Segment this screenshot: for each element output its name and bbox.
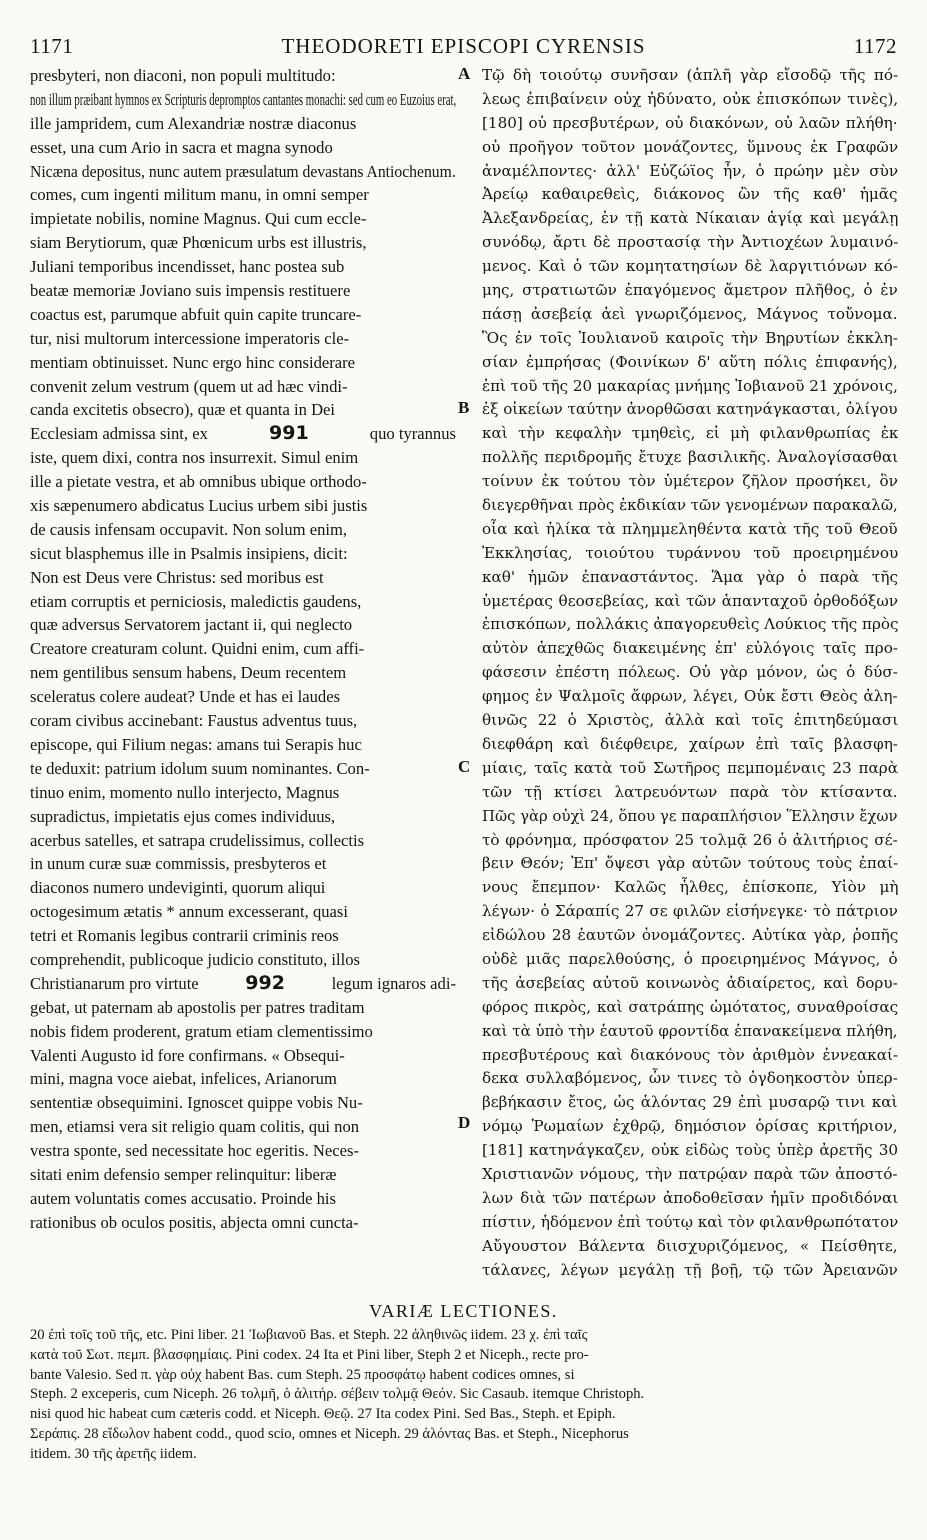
- greek-line: νόμῳ Ῥωμαίων ἐχθρῷ, δημόσιον ὁρίσας κριτήριον,: [482, 1117, 898, 1136]
- page-number-right: 1172: [853, 34, 897, 58]
- latin-line: quæ adversus Servatorem jactant ii, qui neglecto: [30, 615, 353, 635]
- latin-line: etiam corruptis et perniciosis, maledictis gaudens,: [30, 591, 362, 611]
- variant-reading-line: itidem. 30 τῆς ἀρετῆς iidem.: [30, 1445, 197, 1462]
- greek-line: συνόδῳ, ἄρτι δὲ προστασίᾳ τὴν Ἀντιοχέων λυμαινό-: [482, 233, 898, 252]
- latin-line: esset, una cum Ario in sacra et magna synodo: [30, 137, 333, 157]
- latin-line: non illum præibant hymnos ex Scripturis depromptos cantantes monachi: sed cum eo Euzoius erat,: [30, 89, 456, 109]
- greek-line: ἐπὶ τοῦ τῆς 20 μακαρίας μνήμης Ἰοβιανοῦ 21 χρόνοις,: [482, 376, 898, 395]
- latin-line: nobis fidem proderent, gratum etiam clementissimo: [30, 1021, 373, 1041]
- greek-line: Τῷ δὴ τοιούτῳ συνῆσαν (ἁπλῆ γὰρ εἴσοδῷ τῆς πό-: [482, 66, 898, 84]
- greek-line: τῶν τῇ κτίσει λατρευόντων παρὰ τὸν κτίσαντα.: [482, 782, 898, 801]
- latin-line: coactus est, parumque abfuit quin capite truncare-: [30, 304, 362, 324]
- greek-line: καθ' ἡμῶν ἐπαναστάντος. Ἅμα γὰρ ὁ παρὰ τῆς: [482, 567, 898, 586]
- latin-line-part: Ecclesiam admissa sint, ex: [30, 424, 208, 444]
- greek-line: πολλῆς περιδρομῆς ἔτυχε βασιλικῆς. Ἀναλογίσασθαι: [482, 448, 898, 467]
- latin-line: comes, cum ingenti militum manu, in omni semper: [30, 185, 369, 205]
- greek-line: μης, στρατιωτῶν ἐπαγόμενος ἄμετρον πλῆθος, ὁ ἐν: [482, 281, 898, 300]
- latin-line: coram civibus accinebant: Faustus adventus tuus,: [30, 711, 358, 731]
- greek-line: Ἐκκλησίας, τοιούτου τυράννου τοῦ προειρημένου: [482, 543, 898, 562]
- latin-line: beatæ memoriæ Joviano suis impensis restituere: [30, 281, 351, 301]
- greek-column: [482, 64, 898, 1282]
- column-number-991: 991: [269, 422, 309, 445]
- latin-line: de causis infensam occupavit. Non solum enim,: [30, 519, 348, 539]
- latin-line: in unum curæ suæ commissis, presbyteros et: [30, 854, 327, 874]
- latin-line-part: quo tyrannus: [369, 424, 456, 444]
- latin-line: comprehendit, publicoque judicio constituto, illos: [30, 949, 360, 969]
- latin-line: convenit zelum vestrum (quem ut ad hæc vindi-: [30, 376, 348, 396]
- latin-line: autem voluntatis comes accusatio. Proinde his: [30, 1188, 336, 1208]
- latin-line: sceleratus colere audeat? Unde et has ei laudes: [30, 687, 341, 707]
- variant-reading-line: Σεράπις. 28 εἴδωλον habent codd., quod scio, omnes et Niceph. 29 ἀλόντας Bas. et Steph., Nicephorus: [30, 1425, 629, 1442]
- latin-line: te deduxit: patrium idolum suum nominantes. Con-: [30, 758, 370, 778]
- greek-line: Ἀρείῳ καθαιρεθεὶς, διάκονος ὢν τῆς καθ' ἡμᾶς: [482, 185, 898, 204]
- greek-line: οἷα καὶ ἡλίκα τὰ πλημμεληθέντα κατὰ τῆς τοῦ Θεοῦ: [482, 519, 898, 538]
- greek-line: Ἀλεξανδρείας, ἐν τῇ κατὰ Νίκαιαν ἁγίᾳ καὶ μεγάλῃ: [482, 209, 898, 228]
- greek-line: διεφθάρη καὶ διέφθειρε, χαίρων ἐπὶ ταῖς βλασφη-: [482, 734, 898, 753]
- margin-marker-d: D: [458, 1113, 471, 1132]
- latin-line: Juliani temporibus incendisset, hanc postea sub: [30, 257, 345, 277]
- latin-line-part: legum ignaros adi-: [331, 973, 456, 993]
- latin-line: sicut blasphemus ille in Psalmis insipiens, dicit:: [30, 543, 348, 563]
- latin-line: gebat, ut paternam ab apostolis per patres traditam: [30, 997, 365, 1017]
- greek-line: φάσεσιν ἐπέστη πόλεως. Οὐ γὰρ μόνον, ὡς ὁ δύσ-: [482, 663, 898, 682]
- latin-line: octogesimum ætatis * annum excesserant, quasi: [30, 902, 348, 922]
- greek-line: οὐ προῆγον τοῦτον μονάζοντες, ὕμνους ἐκ Γραφῶν: [482, 137, 898, 156]
- latin-line: ille a pietate vestra, et ab omnibus ubique orthodo-: [30, 472, 367, 492]
- greek-line: [180] οὐ πρεσβυτέρων, οὐ διακόνων, οὐ λαῶν πλήθη·: [482, 113, 898, 132]
- greek-line: ἀναμέλποντες· ἀλλ' Εὐζώϊος ἦν, ὁ πρώην μὲν σὺν: [482, 161, 898, 180]
- greek-line: σίαν ἐμπρήσας (Φοινίκων δ' αὕτη πόλις ἐπιφανής),: [482, 352, 898, 371]
- latin-line: Valenti Augusto id fore confirmans. « Obsequi-: [30, 1045, 345, 1065]
- variant-reading-line: 20 ἐπὶ τοῖς τοῦ τῆς, etc. Pini liber. 21 Ἰωβιανοῦ Bas. et Steph. 22 ἀληθινῶς iidem. 23 χ. ἐπὶ ταῖς: [30, 1327, 588, 1343]
- greek-line: οὐδὲ μιᾶς παρελθούσης, ὁ προειρημένος Μάγνος, ὁ: [482, 949, 898, 968]
- greek-line: πίστιν, ἡδόμενον ἐπὶ τούτῳ καὶ τὸν φιλανθρωπότατον: [482, 1212, 898, 1231]
- latin-line: [30, 422, 456, 446]
- greek-line: λεως ἐπιβαίνειν οὐχ ἠδύνατο, οὐκ ἐπισκόπων τινὲς),: [482, 89, 898, 108]
- greek-line: Πῶς γὰρ οὐχὶ 24, ὅπου γε παραπλήσιον Ἕλλησιν ἔχων: [482, 806, 898, 825]
- latin-line: canda excitetis obsecro), quæ et quanta in Dei: [30, 400, 336, 420]
- latin-line: [30, 972, 456, 996]
- greek-line: θινῶς 22 ὁ Χριστὸς, ἀλλὰ καὶ τοῖς ἐπιτηδεύμασι: [482, 711, 898, 730]
- greek-line: καὶ τὴν κεφαλὴν τμηθεὶς, εἰ μὴ φιλανθρωπίας ἐκ: [482, 424, 898, 443]
- greek-line: διεγερθῆναι πρὸς ἐκδικίαν τῶν γενομένων παρακαλῶ,: [482, 496, 898, 515]
- latin-line: sitati enim defensio semper relinquitur: liberæ: [30, 1164, 337, 1184]
- page-header: [30, 34, 897, 60]
- greek-line: τάλανες, λέγων μεγάλῃ τῇ βοῇ, τῷ τῶν Ἀρειανῶν: [482, 1260, 898, 1279]
- latin-line: acerbus satelles, et satrapa crudelissimus, collectis: [30, 830, 365, 850]
- greek-line: φημος ἐν Ψαλμοῖς ἄφρων, λέγει, Οὐκ ἔστι Θεὸς ἀλη-: [482, 687, 898, 706]
- latin-line: rationibus ob oculos positis, abjecta omni cuncta-: [30, 1212, 359, 1232]
- variant-reading-line: bante Valesio. Sed π. γὰρ οὐχ habent Bas. cum Steph. 25 προσφάτῳ habent codices omnes, si: [30, 1366, 575, 1383]
- greek-line: ἐξ οἰκείων ταύτην ἀνορθῶσαι κατηνάγκασται, ὀλίγου: [482, 400, 898, 419]
- latin-line: iste, quem dixi, contra nos insurrexit. Simul enim: [30, 448, 359, 468]
- variant-reading-line: Steph. 2 exceperis, cum Niceph. 26 τολμῆ, ὁ ἀλιτήρ. σέβειν τολμᾷ Θεόν. Sic Casaub. itemque Christoph.: [30, 1386, 645, 1403]
- latin-line: episcope, qui Filium negas: amans tui Serapis huc: [30, 734, 362, 754]
- latin-line: vestra sponte, sed necessitate hoc egeritis. Neces-: [30, 1141, 359, 1161]
- latin-line: tetri et Romanis legibus contrarii criminis reos: [30, 926, 339, 946]
- greek-line: εἰδώλου 28 ἑαυτῶν ὀνομάζοντες. Αὐτίκα γὰρ, ῥοπῆς: [482, 926, 898, 945]
- greek-line: τῆς ἀσεβείας αὐτοῦ κοινωνὸς ἀδιαίρετος, καὶ δορυ-: [482, 973, 898, 992]
- latin-line: siam Berytiorum, quæ Phœnicum urbs est illustris,: [30, 233, 367, 253]
- page-number-left: 1171: [30, 34, 74, 58]
- greek-line: βεβήκασιν ἔτος, ὡς ἁλόντας 29 ἐπὶ μυσαρῷ τινι καὶ: [482, 1093, 898, 1112]
- margin-marker-c: C: [458, 757, 471, 776]
- latin-line: mini, magna voce aiebat, infelices, Arianorum: [30, 1069, 337, 1089]
- greek-line: πάσῃ ἀσεβείᾳ ἀεὶ γνωριζόμενος, Μάγνος τοὔνομα.: [482, 304, 898, 323]
- latin-line: sententiæ obsequimini. Ignoscet quippe vobis Nu-: [30, 1093, 363, 1113]
- variant-reading-line: κατὰ τοῦ Σωτ. πεμπ. βλασφημίαις. Pini codex. 24 Ita et Pini liber, Steph 2 et Niceph., recte pro-: [30, 1346, 589, 1363]
- greek-line: δεκα συλλαβόμενος, ὧν τινες τὸ ὀγδοηκοστὸν ὑπερ-: [482, 1069, 898, 1088]
- latin-line-part: Christianarum pro virtute: [30, 973, 199, 993]
- latin-line: tur, nisi multorum intercessione imperatoris cle-: [30, 328, 350, 348]
- column-number-992: 992: [245, 971, 285, 994]
- greek-line: αὐτὸν ἀπεχθῶς διακειμένης ἐπ' εὐλόγοις ταῖς προ-: [482, 639, 898, 658]
- latin-line: supradictus, impietatis ejus comes individuus,: [30, 806, 336, 826]
- greek-line: καὶ τὰ ὑπὸ τὴν ἑαυτοῦ φροντίδα ἐπανακείμενα πλήθη,: [482, 1021, 898, 1040]
- latin-line: nem gentilibus sensum habens, Deum recentem: [30, 663, 347, 683]
- greek-line: Αὔγουστον Βάλεντα διισχυριζόμενος, « Πείσθητε,: [482, 1236, 898, 1255]
- greek-line: Χριστιανῶν νόμους, τὴν πατρῴαν παρὰ τῶν ἀποστό-: [482, 1164, 898, 1183]
- greek-line: τοίνυν ἐκ τούτου τὸν ὑμέτερον ζῆλον προσήκει, ὃν: [482, 472, 898, 491]
- greek-line: μίαις, ταῖς κατὰ τοῦ Σωτῆρος πεμπομέναις 23 παρὰ: [482, 758, 898, 777]
- greek-line: [181] κατηνάγκαζεν, οὐκ εἰδὼς τοὺς ὑπὲρ ἀρετῆς 30: [482, 1141, 898, 1160]
- variae-lectiones: [30, 1326, 898, 1465]
- latin-line: men, etiamsi vera sit religio quam colitis, qui non: [30, 1117, 360, 1137]
- greek-line: μενος. Καὶ ὁ τῶν κομητατησίων δὲ λαργιτιόνων κό-: [482, 257, 898, 276]
- greek-line: φόρος πικρὸς, καὶ σατράπης ὠμότατος, συναθροίσας: [482, 997, 898, 1016]
- variae-lectiones-title: VARIÆ LECTIONES.: [369, 1301, 558, 1321]
- greek-line: λέγων· ὁ Σάραπίς 27 σε φιλῶν εἰσήνεγκε· τὸ πάτριον: [482, 902, 898, 921]
- greek-line: πρεσβυτέρους καὶ διακόνους τὸν ἀριθμὸν ἐννεακαί-: [482, 1045, 898, 1064]
- latin-line: impietate nobilis, nomine Magnus. Qui cum eccle-: [30, 209, 367, 229]
- margin-marker-a: A: [458, 64, 471, 83]
- latin-line: diaconos numero undeviginti, quorum aliqui: [30, 878, 326, 898]
- greek-line: ὑμετέρας θεοσεβείας, καὶ τῶν ἁπανταχοῦ ὀρθοδόξων: [482, 591, 898, 610]
- margin-marker-b: B: [458, 398, 470, 417]
- latin-line: Nicæna depositus, nunc autem præsulatum devastans Antiochenum.: [30, 161, 456, 181]
- latin-line: tinuo enim, momento nullo interjecto, Magnus: [30, 782, 340, 802]
- running-title: THEODORETI EPISCOPI CYRENSIS: [281, 34, 646, 58]
- latin-line: ille jampridem, cum Alexandriæ nostræ diaconus: [30, 113, 357, 133]
- latin-line: Non est Deus vere Christus: sed moribus est: [30, 567, 324, 587]
- latin-line: mentiam obtinuisset. Nunc ergo hinc considerare: [30, 352, 356, 372]
- greek-line: νους ἔπεμπον· Καλῶς ἦλθες, ἐπίσκοπε, Υἱὸν μὴ: [482, 878, 898, 897]
- latin-column: [30, 64, 456, 1235]
- greek-line: ἐπισκόπων, πολλάκις ἀπαγορευθεὶς Λούκιος τῆς πρὸς: [482, 615, 898, 634]
- latin-line: Creatore creaturam colunt. Quidni enim, cum affi-: [30, 639, 365, 659]
- greek-line: Ὃς ἐν τοῖς Ἰουλιανοῦ καιροῖς τὴν Βηρυτίων ἐκκλη-: [482, 328, 898, 347]
- greek-line: λων διὰ τῶν πατέρων ἀποδοθεῖσαν ἡμῖν προδιδόναι: [482, 1188, 898, 1207]
- greek-line: βειν Θεόν; Ἐπ' ὄψεσι γὰρ αὐτῶν τούτους τοὺς ἐπαί-: [482, 854, 898, 873]
- greek-line: τὸ φρόνημα, πρόσφατον 25 τολμᾷ 26 ὁ ἀλιτήριος σέ-: [482, 830, 898, 849]
- latin-line: xis sæpenumero abdicatus Lucius urbem sibi justis: [30, 496, 368, 516]
- latin-line: presbyteri, non diaconi, non populi multitudo:: [30, 66, 336, 85]
- variant-reading-line: nisi quod hic habeat cum cæteris codd. et Niceph. Θεῷ. 27 Ita codex Pini. Sed Bas., Steph. et Epiph.: [30, 1406, 616, 1423]
